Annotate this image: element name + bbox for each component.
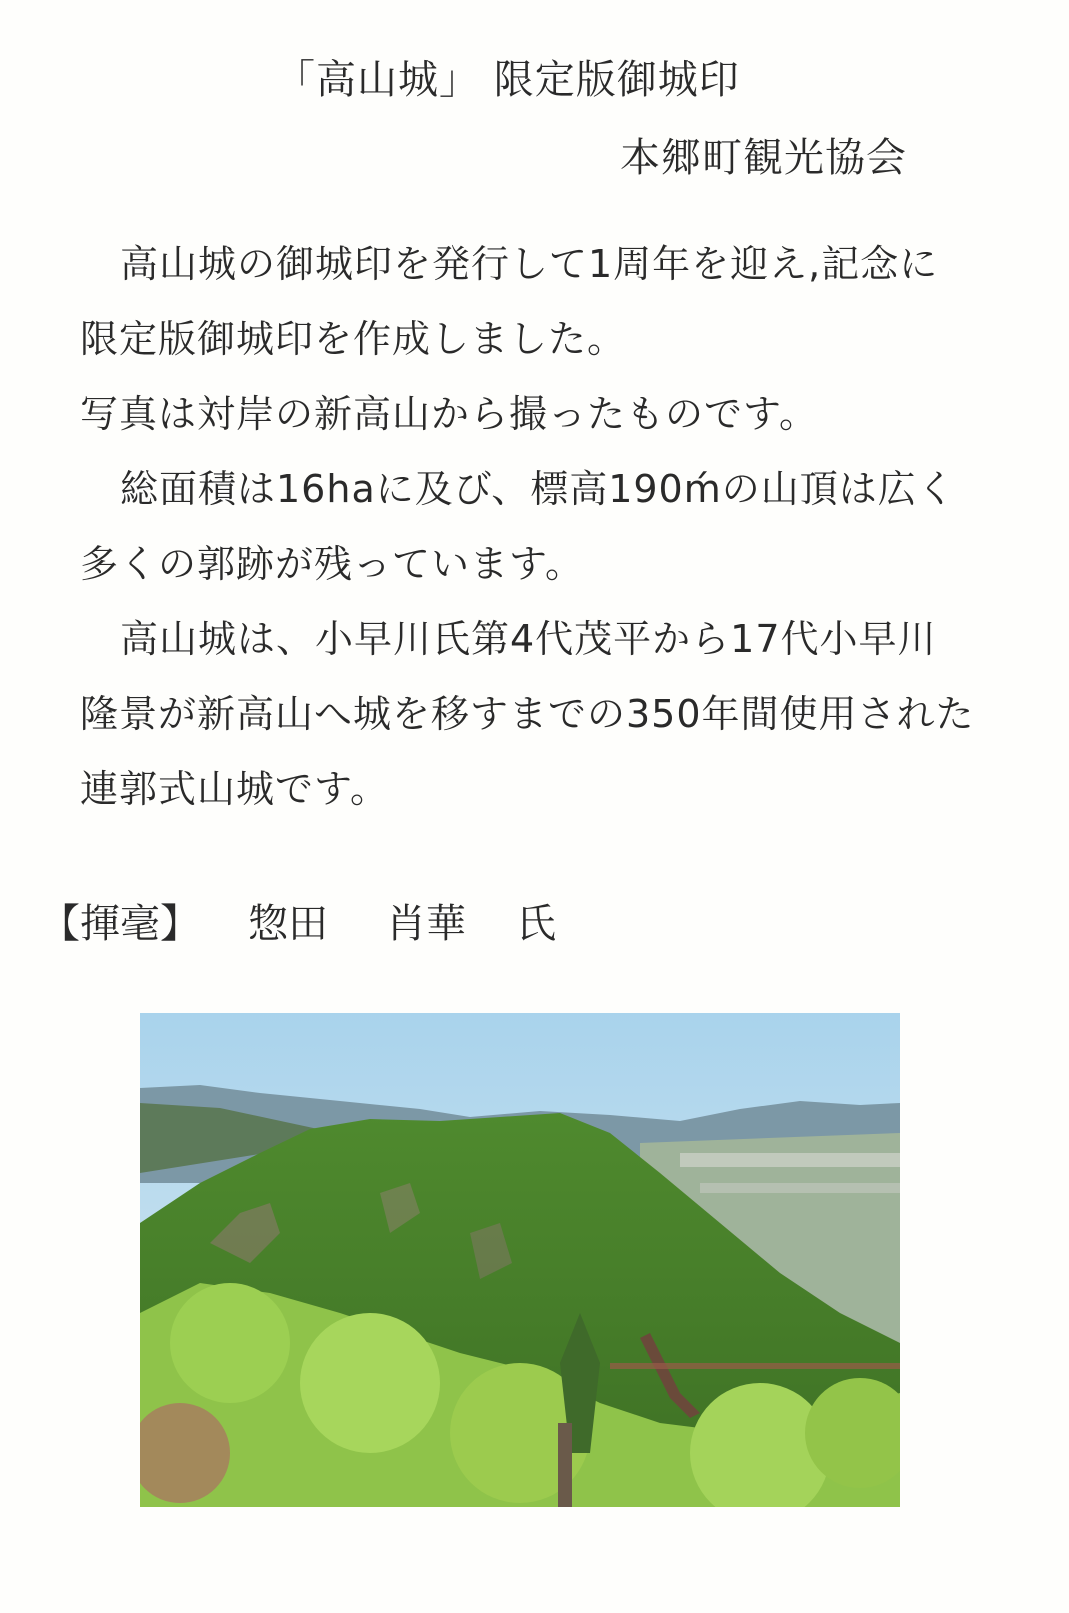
- body-text: [80, 236, 1040, 836]
- calligrapher-honorific: 氏: [516, 901, 556, 947]
- body-line: 写真は対岸の新高山から撮ったものです。: [80, 392, 818, 436]
- calligrapher-credit: [40, 892, 556, 949]
- body-line: 多くの郭跡が残っています。: [80, 542, 584, 586]
- body-line: 限定版御城印を作成しました。: [80, 317, 627, 361]
- calligrapher-surname: 惣田: [248, 901, 328, 947]
- document-title: 「高山城」 限定版御城印: [275, 57, 740, 103]
- body-line: 総面積は16haに及び、標高190ḿの山頂は広く: [120, 467, 956, 511]
- organization-name: 本郷町観光協会: [620, 135, 907, 181]
- body-line: 高山城の御城印を発行して1周年を迎え,記念に: [120, 242, 939, 286]
- body-line: 高山城は、小早川氏第4代茂平から17代小早川: [120, 617, 937, 661]
- body-line: 隆景が新高山へ城を移すまでの350年間使用された: [80, 692, 975, 736]
- body-line: 連郭式山城です。: [80, 767, 389, 811]
- calligrapher-given-name: 肖華: [386, 901, 466, 947]
- mountain-photo: [140, 1013, 900, 1507]
- calligraphy-label: 【揮毫】: [40, 901, 200, 947]
